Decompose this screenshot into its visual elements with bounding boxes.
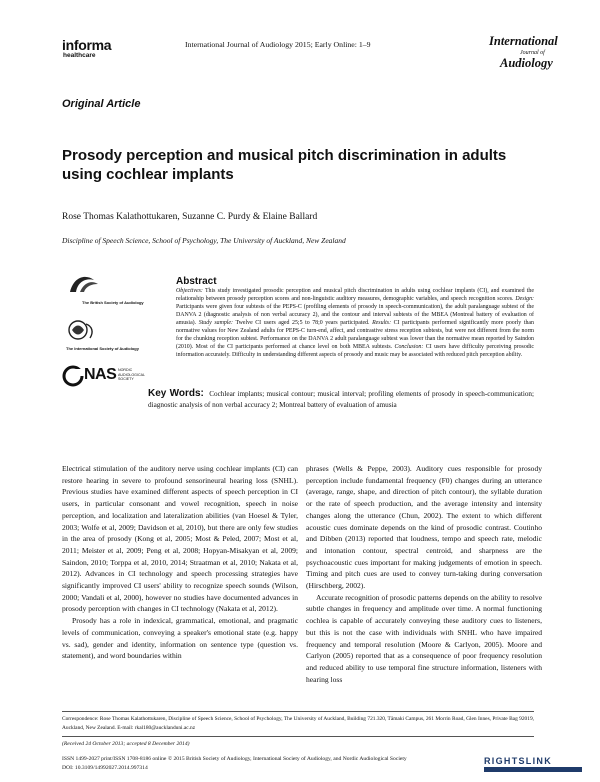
correspondence: Correspondence: Rose Thomas Kalathottukaren, Discipline of Speech Science, School of Psychology, The University of Auckland, Building 721.320, Tāmaki Campus, 261 Morrin Road, Glen Innes, Private Bag 92019, Auckland, New Zealand. E-mail: rkal180@aucklanduni.ac.nz — [62, 716, 534, 731]
keywords-text: Cochlear implants; musical contour; musical interval; profiling elements of prosody in speech-communication; diagnostic analysis of non verbal accuracy 2; Montreal battery of evaluation of amusia — [148, 390, 535, 410]
abstract-conclusion: CI users have difficulty perceiving prosodic information accurately. Difficulty in understanding different aspects of prosody and music may be associated with reduced pitch perception ability. — [176, 344, 534, 359]
body-paragraph: Prosody has a role in indexical, grammatical, emotional, and pragmatic levels of communication, conveying a speaker's emotional state (e.g. happy vs. sad), gender and identity, information on sentence type (question vs. statement), and word boundaries within — [62, 616, 298, 661]
abstract-results: CI participants performed significantly more poorly than normative values for New Zealand adults for PEPS-C turn-end, affect, and contrastive stress reception subtests, but were not different from the norm for the chunking reception subtest. Performance on the DANVA 2 adult paralanguage subtest was lower than the normative mean reported by Saindon (2010). Most of the CI participants performed at chance level on both MBEA subtests. — [176, 320, 534, 351]
journal-logo-line-1: International — [489, 34, 558, 48]
nas-logo-text: NAS — [84, 366, 117, 383]
abstract-results-label: Results: — [372, 320, 392, 327]
abstract-design-label: Design: — [515, 296, 534, 303]
abstract-design: Participants were given four subtests of the PEPS-C (profiling elements of prosody in speech-communication), the adult paralanguage subtest of the DANVA 2 (diagnostic analysis of non verbal accuracy 2), and the contour and interval subtests of the MBEA (Montreal battery of evaluation of amusia). — [176, 304, 534, 327]
abstract-sample: Twelve CI users aged 25;5 to 78;0 years participated. — [232, 320, 370, 327]
isa-logo-icon — [64, 318, 104, 342]
journal-logo-line-2: Journal of — [520, 50, 545, 56]
footer-divider — [62, 736, 534, 737]
footer-divider — [62, 711, 534, 712]
body-column-right — [306, 463, 542, 685]
abstract-objectives-label: Objectives: — [176, 288, 203, 294]
abstract-objectives: This study investigated prosodic perception and musical pitch discrimination in adults using cochlear implants (CI), and examined the relationship between prosody perception scores and non-linguistic auditory measures, demographic variables, and speech recognition scores. — [176, 288, 534, 303]
doi: DOI: 10.3109/14992027.2014.997314 — [62, 765, 148, 771]
abstract-conclusion-label: Conclusion: — [394, 344, 424, 351]
keywords-label: Key Words: — [148, 388, 204, 399]
body-paragraph: Accurate recognition of prosodic patterns depends on the ability to resolve subtle changes in frequency and amplitude over time. A normal functioning cochlea is capable of accurately conveying these auditory cues to listeners, but this is not the case with individuals with SNHL who have impaired frequency and temporal resolution (Moore & Carlyon, 2005). Moore and Carlyon (2005) reported that as a consequence of poor frequency resolution and reduced ability to use temporal fine structure information, listeners with hearing loss — [306, 592, 542, 684]
bsa-label: The British Society of Audiology — [82, 300, 144, 305]
publisher-logo: informa — [62, 37, 112, 53]
nas-logo-icon — [62, 365, 84, 387]
received-dates: (Received 24 October 2013; accepted 8 December 2014) — [62, 741, 190, 747]
journal-citation: International Journal of Audiology 2015; Early Online: 1–9 — [185, 40, 371, 49]
rightslink-logo[interactable]: RIGHTSLINK — [484, 756, 552, 766]
publisher-logo-sub: healthcare — [63, 52, 96, 59]
abstract-body — [176, 287, 534, 359]
issn-copyright: ISSN 1499-2027 print/ISSN 1708-8186 online © 2015 British Society of Audiology, International Society of Audiology, and Nordic Audiological Society — [62, 756, 407, 762]
body-paragraph: phrases (Wells & Peppe, 2003). Auditory cues responsible for prosody perception include fundamental frequency (F0) changes during an utterance (average, range, shape, and direction of pitch contour), the syllable duration or the rate of speech production, and the average intensity and intensity changes along the utterance (Chun, 2002). The extent to which different acoustic cues dominate depends on the kind of prosodic contrast. Coutinho and Dibben (2013) reported that loudness, tempo and speech rate, melodic and intonation contour, spectral centroid, and sharpness are the psychoacoustic cues important for making judgements of emotion in speech. Timing and pitch cues are used to convey turn-taking during conversation (Hirschberg, 2002). — [306, 464, 542, 591]
authors: Rose Thomas Kalathottukaren, Suzanne C. Purdy & Elaine Ballard — [62, 212, 318, 222]
isa-label: The International Society of Audiology — [66, 346, 139, 351]
rightslink-bar — [484, 767, 582, 772]
article-type: Original Article — [62, 98, 141, 110]
journal-logo-line-3: Audiology — [500, 56, 553, 70]
abstract-heading: Abstract — [176, 276, 217, 287]
body-paragraph: Electrical stimulation of the auditory nerve using cochlear implants (CI) can restore hearing in severe to profound sensorineural hearing loss (SNHL). Previous studies have examined different aspects of speech perception in CI users, in particular consonant and vowel recognition, speech in noise perception, and localization and lateralization abilities (van Hoesel & Tyler, 2003; Wolfe et al, 2009; Davidson et al, 2010), but there are only few studies in the area of prosody (Kong et al, 2005; Most & Peled, 2007; Most et al, 2011; Meister et al, 2009; Peng et al, 2008; Hopyan-Misakyan et al, 2009; Saindon, 2010; Torppa et al, 2010, 2014; Straatman et al, 2010; Nakata et al, 2012). Advances in CI technology and speech processing strategies have significantly improved CI users' ability to recognize speech sounds (Wilson, 2000; Vandali et al, 2000), however no studies have documented advances in prosody perception with changes in CI technology (Nakata et al, 2012). — [62, 464, 298, 614]
body-column-left — [62, 463, 298, 662]
keywords — [148, 388, 534, 412]
article-title: Prosody perception and musical pitch discrimination in adults using cochlear implants — [62, 147, 507, 183]
nas-logo-subtext: NORDIC AUDIOLOGICAL SOCIETY — [118, 368, 145, 381]
affiliation: Discipline of Speech Science, School of Psychology, The University of Auckland, New Zealand — [62, 236, 346, 245]
bsa-logo-icon — [64, 272, 104, 296]
abstract-sample-label: Study sample: — [198, 320, 233, 327]
